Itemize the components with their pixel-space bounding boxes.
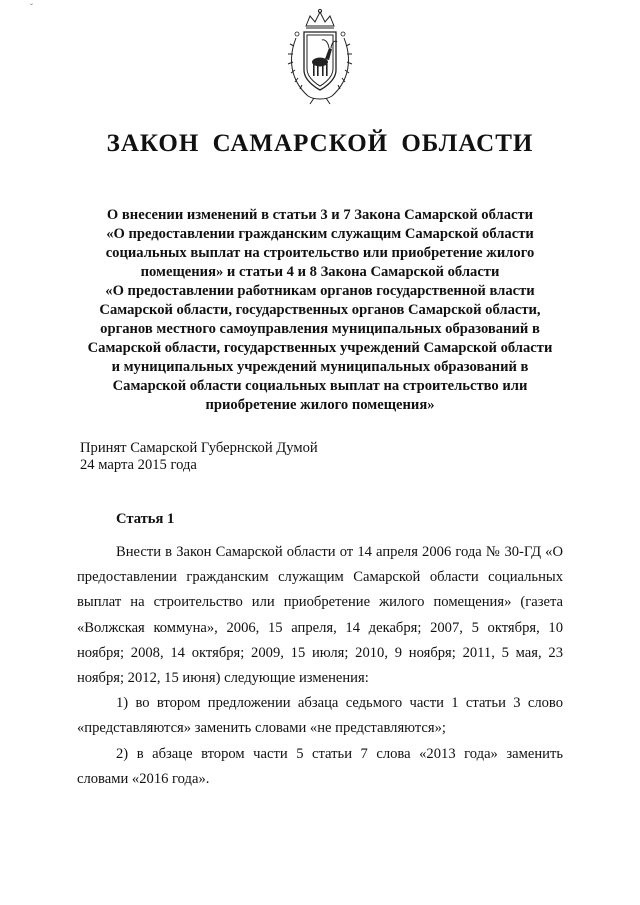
samara-coat-of-arms-icon (284, 8, 356, 106)
subject-line: «О предоставлении работникам органов государственной власти (105, 283, 535, 299)
adopted-by: Принят Самарской Губернской Думой (80, 440, 318, 456)
article-paragraph: Внести в Закон Самарской области от 14 апреля 2006 года № 30-ГД «О предоставлении гражданским служащим Самарской области социальных выплат на строительство или приобретение жилого помещения» (газета «Волжская коммуна», 2006, 15 апреля, 14 декабря; 2007, 5 октября, 10 ноября; 2008, 14 октября; 2009, 15 июля; 2010, 9 ноября; 2011, 5 мая, 23 ноября; 2012, 15 июня) следующие изменения: (77, 544, 563, 687)
subject-line: помещения» и статьи 4 и 8 Закона Самарской области (140, 264, 500, 280)
article-title: Статья 1 (116, 511, 175, 527)
subject-line: «О предоставлении гражданским служащим Самарской области (106, 226, 534, 242)
law-title: ЗАКОН САМАРСКОЙ ОБЛАСТИ (106, 130, 534, 157)
subject-line: О внесении изменений в статьи 3 и 7 Закона Самарской области (106, 207, 534, 223)
subject-line: приобретение жилого помещения» (205, 397, 435, 413)
scan-mark: ˇ (30, 2, 33, 12)
article-paragraph: 2) в абзаце втором части 5 статьи 7 слова «2013 года» заменить словами «2016 года». (77, 745, 563, 787)
subject-line: социальных выплат на строительство или приобретение жилого (105, 245, 535, 261)
subject-line: Самарской области, государственных органов Самарской области, (99, 302, 541, 318)
adoption-block (80, 440, 480, 474)
subject-line: органов местного самоуправления муниципальных образований в (100, 321, 540, 337)
subject-line: и муниципальных учреждений муниципальных образований в (111, 359, 529, 375)
article-body (77, 540, 563, 792)
article-paragraph: 1) во втором предложении абзаца седьмого части 1 статьи 3 слово «представляются» заменить словами «не представляются»; (77, 695, 563, 737)
law-subject (70, 206, 570, 415)
adopted-date: 24 марта 2015 года (80, 457, 197, 473)
subject-line: Самарской области социальных выплат на строительство или (112, 378, 528, 394)
subject-line: Самарской области, государственных учреждений Самарской области (87, 340, 553, 356)
